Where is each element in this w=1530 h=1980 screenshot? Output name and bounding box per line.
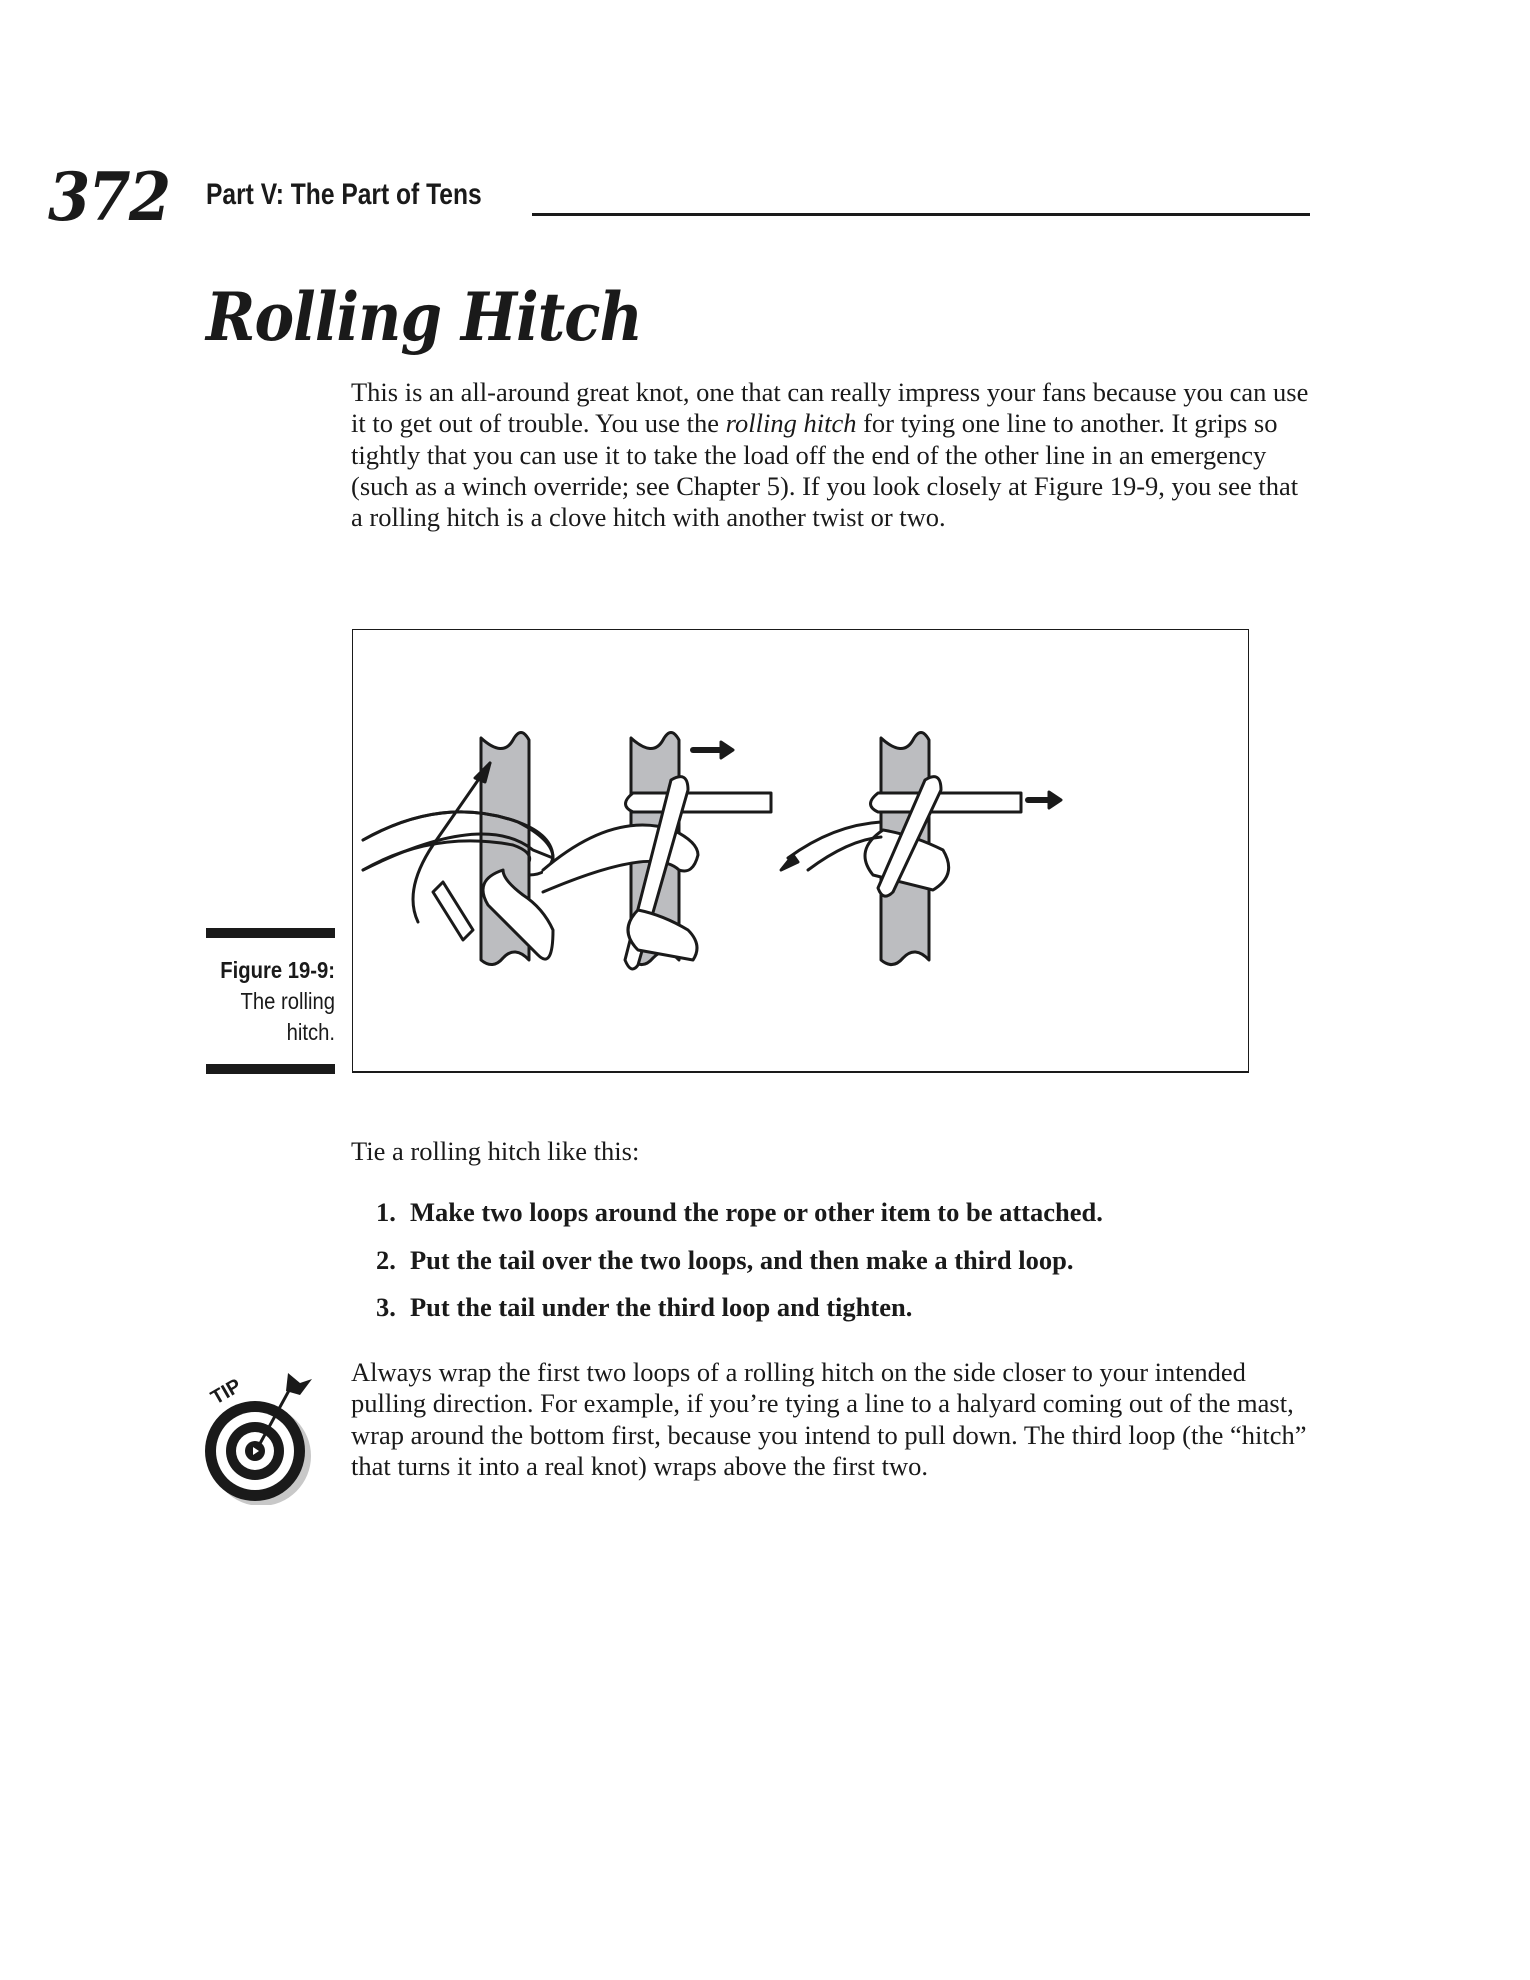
tip-paragraph xyxy=(351,1357,1321,1482)
tip-icon-label: TIP xyxy=(207,1374,246,1410)
running-head: Part V: The Part of Tens xyxy=(206,178,482,211)
intro-text-2: for tying one line to another. It grips so tightly that you can use it to take the load off the end of the other line in an emergency (such as a winch override; see Chapter 5). If you look closely at Figure 19-9, you see that a rolling hitch is a clove hitch with another twist or two. xyxy=(351,408,1299,533)
figure-rolling-hitch xyxy=(352,629,1249,1073)
step-number: 1. xyxy=(376,1197,396,1227)
step-text: Make two loops around the rope or other item to be attached. xyxy=(410,1197,1103,1227)
step-text: Put the tail under the third loop and tighten. xyxy=(410,1292,913,1322)
knot-step-2 xyxy=(543,733,771,970)
caption-bar-top xyxy=(206,928,335,938)
rolling-hitch-illustration xyxy=(353,630,1250,1074)
intro-paragraph xyxy=(351,377,1311,533)
caption-bar-bottom xyxy=(206,1064,335,1074)
section-title: Rolling Hitch xyxy=(206,278,642,356)
page-number: 372 xyxy=(48,158,170,236)
step-item xyxy=(376,1197,1336,1245)
step-number: 2. xyxy=(376,1244,396,1275)
figure-label: Figure 19-9: xyxy=(220,957,335,983)
step-item xyxy=(376,1245,1336,1293)
header-rule xyxy=(532,213,1310,216)
figure-caption xyxy=(199,955,335,1048)
tip-text: Always wrap the first two loops of a rolling hitch on the side closer to your intended pulling direction. For example, if you’re tying a line to a halyard coming out of the mast, wrap around the bottom first, because you intend to pull down. The third loop (the “hitch” that turns it into a real knot) wraps above the first two. xyxy=(351,1357,1307,1481)
tip-target-icon xyxy=(200,1355,315,1505)
step-item xyxy=(376,1292,1336,1340)
steps-list xyxy=(376,1197,1336,1340)
intro-text-1: This is an all-around great knot, one that can really impress your fans because you can use it to get out of trouble. You use the xyxy=(351,377,1309,439)
figure-description: The rolling hitch. xyxy=(240,988,335,1045)
knot-step-3 xyxy=(781,733,1061,965)
knot-step-1 xyxy=(363,733,553,965)
step-number: 3. xyxy=(376,1292,396,1322)
step-text: Put the tail over the two loops, and then make a third loop. xyxy=(410,1244,1074,1275)
intro-emphasis: rolling hitch xyxy=(725,408,857,439)
instructions-lead: Tie a rolling hitch like this: xyxy=(351,1136,640,1166)
